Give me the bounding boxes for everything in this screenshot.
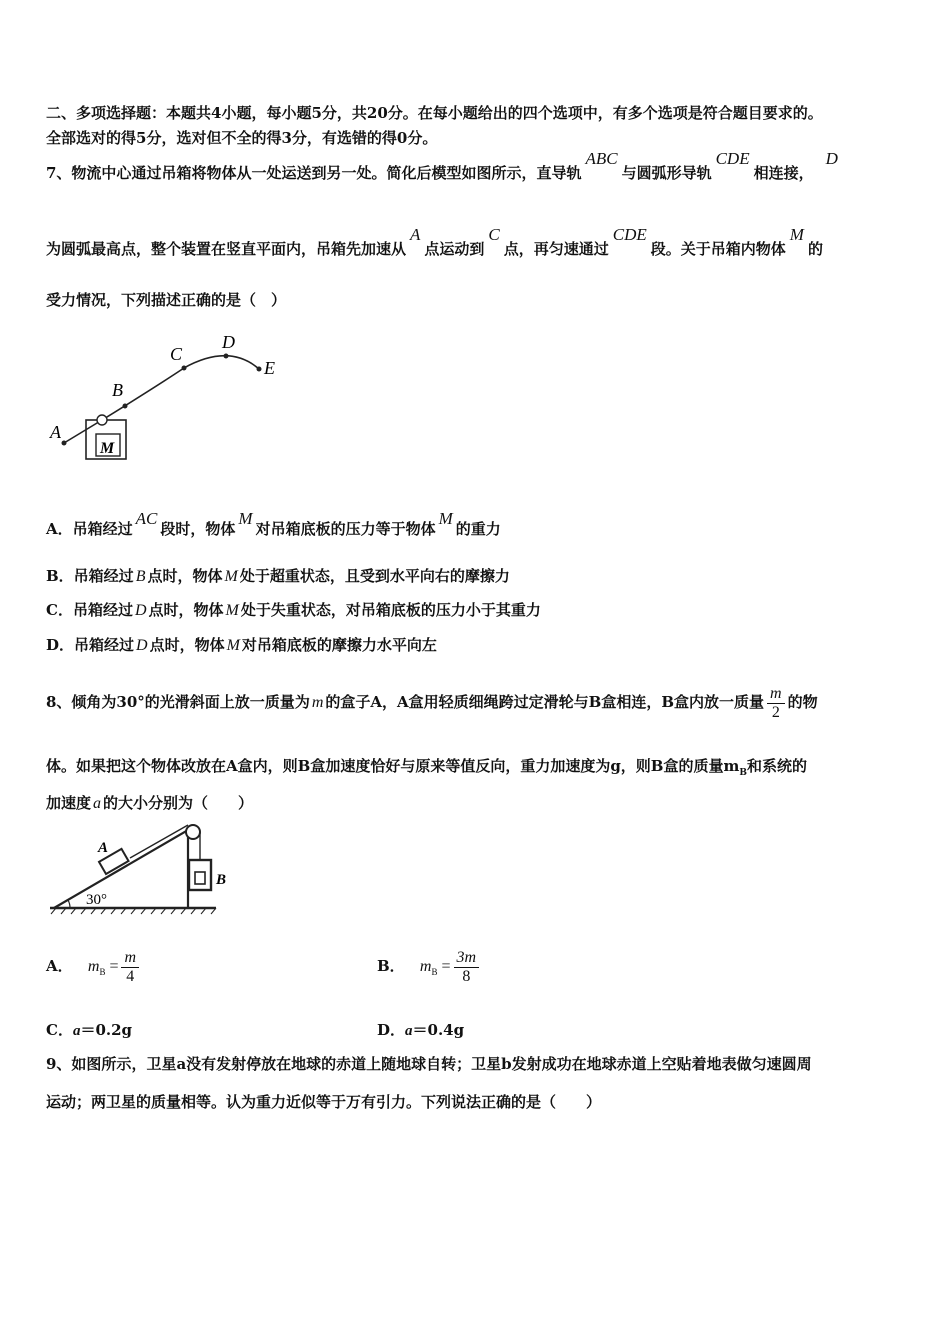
- option-value: ＝0.2g: [80, 1021, 133, 1039]
- label-m: M: [100, 440, 115, 457]
- q8-text: 加速度: [46, 794, 92, 812]
- q8-text: 8、倾角为30°的光滑斜面上放一质量为: [46, 693, 310, 711]
- math-m: M: [226, 637, 240, 654]
- math-d: D: [825, 149, 838, 168]
- option-lead: D．吊箱经过: [46, 636, 135, 654]
- label-a: A: [50, 422, 61, 442]
- fraction-denominator: 8: [462, 967, 471, 985]
- rope-incline: [130, 825, 188, 858]
- incline: [54, 830, 188, 908]
- section-scoring: 全部选对的得5分，选对但不全的得3分，有选错的得0分。: [46, 129, 438, 147]
- option-lead: C．: [46, 1021, 73, 1039]
- math-m: M: [438, 509, 453, 528]
- q7-option-b: [46, 566, 510, 587]
- math-d: D: [134, 602, 147, 619]
- label-box-a: A: [98, 840, 109, 856]
- q9-line-1: 9、如图所示，卫星a没有发射停放在地球的赤道上随地球自转；卫星b发射成功在地球赤道上空贴着地表做匀速圆周: [46, 1055, 812, 1073]
- q8-text: 的物: [787, 693, 818, 711]
- equals: =: [441, 958, 451, 975]
- option-value: ＝0.4g: [412, 1021, 465, 1039]
- math-d: D: [136, 637, 148, 654]
- fraction: [121, 949, 139, 986]
- subscript-b: B: [739, 768, 747, 778]
- fraction-denominator: 2: [771, 703, 780, 721]
- option-text: 段时，物体: [160, 520, 236, 538]
- q7-text: 为圆弧最高点，整个装置在竖直平面内，吊箱先加速从: [46, 240, 407, 258]
- label-box-b: B: [216, 872, 227, 888]
- q7-text: 与圆弧形导轨: [621, 164, 712, 182]
- formula-mb-eq: [87, 958, 119, 978]
- q7-figure: [44, 328, 294, 468]
- fraction: [454, 949, 480, 986]
- option-lead: A．吊箱经过: [46, 520, 133, 538]
- option-text: 对吊箱底板的压力等于物体: [255, 520, 436, 538]
- point-b: [123, 404, 128, 409]
- option-lead: C．吊箱经过: [46, 601, 133, 619]
- fraction-numerator: m: [121, 949, 139, 968]
- point-c: [182, 366, 187, 371]
- math-a: a: [72, 1023, 81, 1039]
- q7-text: 相连接，: [753, 164, 814, 182]
- option-text: 的重力: [455, 520, 501, 538]
- fraction-m-over-2: [767, 685, 785, 722]
- q7-text: 7、物流中心通过吊箱将物体从一处运送到另一处。简化后模型如图所示，直导轨: [46, 164, 582, 182]
- q7-line-2: [46, 225, 823, 259]
- option-text: 处于超重状态，且受到水平向右的摩擦力: [239, 567, 510, 585]
- math-cde: CDE: [715, 149, 750, 168]
- math-m: M: [224, 568, 238, 585]
- math-m: m: [311, 694, 324, 711]
- option-text: 点时，物体: [147, 567, 223, 585]
- equals: =: [109, 958, 119, 975]
- option-lead: B．: [377, 957, 405, 975]
- math-m: m: [87, 958, 100, 975]
- track-path: [64, 356, 259, 443]
- option-text: 点时，物体: [149, 636, 225, 654]
- label-d: D: [222, 332, 235, 352]
- label-e: E: [264, 358, 275, 378]
- math-a: a: [93, 795, 102, 812]
- math-c: C: [488, 225, 500, 244]
- math-m: M: [789, 225, 804, 244]
- q7-option-a: [46, 509, 501, 539]
- subscript-b: B: [99, 967, 106, 978]
- q7-text: 段。关于吊箱内物体: [650, 240, 786, 258]
- q9-line-2: 运动；两卫星的质量相等。认为重力近似等于万有引力。下列说法正确的是（ ）: [46, 1093, 602, 1111]
- math-m: M: [238, 509, 253, 528]
- option-text: 处于失重状态，对吊箱底板的压力小于其重力: [240, 601, 541, 619]
- point-a: [62, 441, 67, 446]
- math-m: M: [225, 602, 239, 619]
- q8-line-3: [46, 793, 253, 814]
- pulley: [186, 825, 200, 839]
- formula-mb-eq: [419, 958, 451, 978]
- q8-text: 和系统的: [746, 757, 807, 775]
- q8-text: 的盒子A，A盒用轻质细绳跨过定滑轮与B盒相连，B盒内放一质量: [325, 693, 765, 711]
- math-a: A: [410, 225, 421, 244]
- angle-label: 30°: [86, 892, 107, 908]
- q8-option-d: [377, 1020, 464, 1041]
- subscript-b: B: [431, 967, 438, 978]
- pulley-wheel: [97, 415, 107, 425]
- q8-figure: [46, 822, 246, 922]
- box-b-inner: [195, 872, 205, 884]
- option-lead: B．吊箱经过: [46, 567, 134, 585]
- q8-line-1: [46, 674, 818, 731]
- fraction-denominator: 4: [126, 967, 135, 985]
- q7-line-1: [46, 149, 842, 183]
- math-cde: CDE: [612, 225, 647, 244]
- math-a: a: [405, 1023, 413, 1039]
- fraction-numerator: 3m: [454, 949, 480, 968]
- q7-option-d: [46, 635, 437, 656]
- angle-arc: [68, 900, 70, 908]
- q8-text: 的大小分别为（ ）: [103, 794, 254, 812]
- option-text: 点时，物体: [148, 601, 224, 619]
- q7-line-3: 受力情况，下列描述正确的是（ ）: [46, 291, 287, 309]
- math-abc: ABC: [585, 149, 618, 168]
- option-text: 对吊箱底板的摩擦力水平向左: [241, 636, 437, 654]
- section-heading: 二、多项选择题：本题共4小题，每小题5分，共20分。在每小题给出的四个选项中，有多个选项是符合题目要求的。: [46, 104, 823, 122]
- point-e: [257, 367, 262, 372]
- q8-text: 体。如果把这个物体改放在A盒内，则B盒加速度恰好与原来等值反向，重力加速度为g，则B盒的质量m: [46, 757, 740, 775]
- label-c: C: [170, 344, 183, 364]
- option-lead: D．: [377, 1021, 406, 1039]
- q7-option-c: [46, 600, 541, 621]
- q8-option-b: [377, 942, 482, 996]
- q8-line-2: [46, 756, 807, 783]
- point-d: [224, 354, 229, 359]
- math-ac: AC: [135, 509, 158, 528]
- math-m: m: [419, 958, 432, 975]
- fraction-numerator: m: [767, 685, 785, 704]
- q7-text: 的: [807, 240, 823, 258]
- q7-text: 点运动到: [424, 240, 485, 258]
- q7-text: 点，再匀速通过: [503, 240, 609, 258]
- q8-option-a: [46, 942, 142, 996]
- label-b: B: [112, 380, 123, 400]
- math-b: B: [135, 568, 146, 585]
- q8-option-c: [46, 1020, 132, 1041]
- option-lead: A．: [46, 957, 73, 975]
